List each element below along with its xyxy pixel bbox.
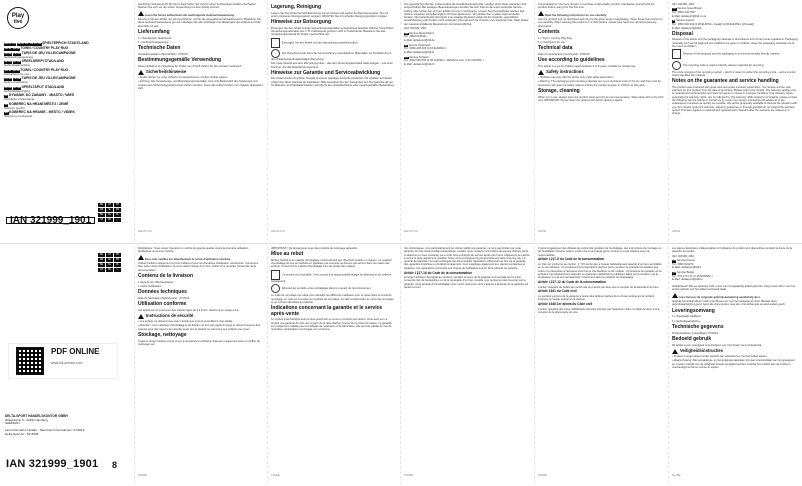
service-email[interactable]: E-Mail: deltasport@lidl.fr (672, 266, 702, 270)
recycling-icon (271, 49, 280, 58)
fr-footer-4: FR/BE (538, 472, 547, 477)
gb-intro: Congratulations! You have chosen to purchase a high-quality product. Familiarise yourself with the product before using it for the first time. (538, 3, 655, 10)
warning-icon (138, 70, 144, 75)
product-title-text: SPIELTEPPICH STADT/LAND (42, 41, 89, 45)
country-code-badge: FR BE (13, 51, 21, 55)
nl-use-text: Dit artikel is een speelgoed voor kinderen van 3 tot 8 jaar voor privégebruik. (672, 343, 762, 347)
product-title-text: KOBEREC NA HRANIE - MESTO / VIDIEK (9, 110, 75, 115)
fr-intro: Félicitations ! Vous venez d'acquérir un article de grande qualité. Avant la première utilisation, familiarisez-vous avec l'article. (138, 247, 250, 254)
gb-storage-text: When not in use, always store the product clean and dry at room temperature. Wipe clean with a dry cloth only. IMPORTANT! Never clean the product with harsh cleaning agents. (538, 95, 664, 102)
country-code-badge: NL BE (13, 60, 21, 64)
de-warranty-text: Der Artikel wurde mit größter Sorgfalt und unter ständiger Kontrolle produziert. Sie erhalten auf diesen Artikel drei Jahre Garantie ab Kaufdatum. Bitte bewahren Sie den Kassenbon auf. Die Garantie gilt nur für Material- und Fabrikationsfehler und erlischt bei missbräuchlicher oder unsachgemäßer Behandlung. (271, 77, 395, 88)
product-title-text: TAPIS DE JEU VILLE/CAMPAGNE (21, 76, 76, 81)
fr-article-1-text: Lorsque l'acheteur demande au vendeur, pendant le cours de la garantie commerciale qui lui a été consentie lors de l'acquisition ou de la réparation d'un bien meuble, une remise en état couverte par la garantie, toute période d'immobilisation d'au moins sept jours vient s'ajouter à la durée de la garantie qui restait à courir. (404, 276, 529, 290)
fr-tech-heading: Données techniques (138, 289, 187, 296)
country-code-badge: SK (4, 111, 8, 115)
product-title-text: TOWN / COUNTRY PLAY RUG (20, 67, 69, 72)
country-code-badge: GB IE (12, 68, 20, 72)
country-code-badge: GB (672, 7, 677, 11)
de-safety-1: • Kinder dürfen nur unter Aufsicht von Erwachsenen mit dem Artikel spielen. (138, 76, 228, 80)
gb-storage-heading: Storage, cleaning (538, 88, 580, 95)
de-footer-2: DE/AT/CH (271, 228, 285, 233)
service-contact (404, 44, 530, 55)
de-warranty-heading: Hinweise zur Garantie und Serviceabwicklung (271, 69, 381, 76)
country-flag: PL (114, 263, 121, 267)
service-contact (404, 56, 530, 67)
product-title-text: TOWN / COUNTRY PLAY RUG (20, 45, 69, 50)
ian-number: IAN 321999_1901 (6, 217, 95, 224)
distributor-delta: Delta-Sport-Nr.: SP-5608 (5, 431, 39, 436)
nl-contents-1: 1 x Speeltapijt stad/land (672, 315, 701, 319)
fr-col5-intro: Les pièces détachées indispensables à l'utilisation du produit sont disponibles pendant la durée de la garantie du produit. (672, 247, 793, 254)
gb-intro-bold: Read the following instructions for use carefully. (538, 11, 664, 17)
fr-col3-text: Vos droits légaux, tout particulièrement les droits relatifs à la garantie, ne sont pas limités par cette garantie. En cas d'éventuelles réclamations, veuillez nous contacter à la hotline de service d'après-vente ci-dessous ou nous contacter par e-mail. Nos employés du service après-vent vous indiqueront la marche à suivre le plus rapidement possible. Nous vous renseignerons personnellement dans tous les cas. La période de garantie n'est pas prolongée par d'éventuelles réparations effectuées au titre de la garantie, des garanties implicites ou du dédommagement. Ceci s'applique également aux pièces remplacées et réparées. Les réparations survenant à la charge de l'utilisateur à la fin de la période de garantie. (404, 247, 530, 270)
de-intro-bold: Lesen Sie hierzu aufmerksam die nachfolgende Gebrauchsanweisung. (138, 11, 263, 17)
country-code-badge: DE AT CH (17, 42, 29, 45)
gb-use-text: This article is a toy for children aged between 3 to 8 years, suitable for private use. (538, 64, 636, 68)
de-disposal-icon-text-1: Entsorgen Sie den Artikel und die Verpackung umweltfreundlich. (271, 38, 396, 48)
de-storage-text: Lagern Sie den Artikel bei Nichtbenutzung immer trocken und sauber bei Raumtemperatur. Nur mit einem trockenen Reinigungstuch reinigen. WICHTIG! Nie mit scharfen Reinigungsmitteln reinigen. (271, 11, 389, 18)
warning-icon (138, 314, 144, 319)
fr-service-list (672, 259, 798, 282)
gb-contents-heading: Contents (538, 28, 560, 35)
de-disposal-text: Entsorgen Sie den Artikel und die Verpackungsmaterialien entsprechend aktueller örtlicher Vorschriften. Verpackungsmaterialien wie z. B. Folienbeutel gehören nicht in Kinderhände. Bewahren Sie das Verpackungsmaterial für Kinder unerreichbar auf. (271, 26, 395, 37)
distributor-country: GERMANY (5, 421, 21, 426)
product-title-text: Notice d'utilisation (4, 80, 29, 85)
de-footer-3: DE/AT/CH (404, 228, 418, 233)
gb-tech-text: Date of manufacture (month/year): 07/2019 (538, 52, 590, 56)
gb-safety-1: • Children may play with the article only under adult supervision. (538, 76, 615, 80)
fr-article-1-heading: Article L217-16 du Code de la consommation (404, 270, 473, 275)
country-code-badge: FR BE (13, 77, 21, 81)
country-code-badge: GB IE (4, 68, 12, 72)
service-label: Service Ireland (675, 19, 694, 23)
service-phone[interactable]: Tel.: 0800 404 7657 (672, 11, 696, 15)
fr-safety-2: • Attention : Les matériaux d'emballage et de fixation ne font pas partie du jouet et doivent toujours être enlevés pour des raisons de sécurité avant que le produit ne soit remis aux enfants pour jouer. (138, 324, 261, 331)
pdf-online-url[interactable]: www.lidl-service.com (51, 361, 83, 365)
service-contact (404, 32, 530, 43)
gb-service-list (672, 7, 798, 30)
de-disposal-tail: Der Code besteht aus dem Recyclingsymbol – das den Verwertungskreislauf widerspiegelt – und einer Nummer, die das Material kennzeichnet. (271, 62, 393, 69)
product-title-text: Gebruiksaanwijzing (4, 63, 31, 68)
fr-warranty-text: Le produit a été fabriqué avec le plus grand soin et sous un contrôle permanent. Vous avez sur ce produit une garantie de trois ans à partir de la date d'achat. Conservez le ticket de caisse. La garantie est uniquement valable pour les défauts de matériaux et de fabrication, elle perd sa validité en cas de mauvaise manipulation ou d'usage non conforme. (271, 318, 392, 332)
recycle-bin-icon (271, 270, 280, 280)
fr-article-3-text: L'action résultant du défaut de conformité se prescrit par deux ans à compter de la délivrance du bien. (538, 285, 660, 289)
country-flags (98, 253, 121, 272)
country-flag: DE (99, 254, 104, 256)
product-title-text: SPEELSPIEPI STAD/LAND (21, 59, 64, 64)
de-footer-1: DE/AT/CH (138, 228, 152, 233)
fr-footer-1: FR/BE (138, 472, 147, 477)
qr-code[interactable] (16, 347, 44, 375)
de-disposal-heading: Hinweise zur Entsorgung (271, 19, 332, 26)
country-code-badge: FR BE (4, 77, 12, 81)
de-delivery-1: 1 x Spielteppich Stadt/Land (138, 36, 171, 40)
nl-contents-heading: Leveringsomvang (672, 307, 715, 314)
fr-col4-text: Il répond également des défauts de conformité résultant de l'emballage, des instructions de montage ou de l'installation lorsque celle-ci a été mise à sa charge par le contrat ou a été réalisée sous sa responsabilité. (538, 247, 662, 257)
recycling-icon (271, 284, 280, 293)
country-flag: AT (106, 203, 113, 207)
gb-column-1 (534, 3, 668, 235)
service-email[interactable]: E-Mail: deltasport@lidl.co.uk (672, 14, 707, 18)
service-email[interactable]: E-Mail: deltasport@lidl.ie (672, 26, 702, 30)
country-code-badge: DE AT CH (4, 42, 16, 45)
gb-disposal-text: Dispose of the article and the packaging materials in accordance with current local regulations. Packaging materials such as foil bags are not suitable to be given to children. Keep the packaging materials out of the reach of children. (672, 38, 798, 49)
country-flag: CH (115, 204, 120, 206)
fr-contents-1: 1 tapis de jeu Ville/campagne (138, 280, 174, 284)
product-title-text: Instrukcja użytkowania (4, 97, 35, 102)
fr-contents-2: 1 notice d'utilisation (138, 284, 162, 288)
fr-footer-3: FR/BE (404, 472, 413, 477)
product-title-list (4, 42, 130, 119)
fr-article-5-heading: Article 1648 1er alinéa du Code civil (538, 302, 593, 307)
de-service-list (404, 32, 530, 67)
country-flag: AT (106, 253, 113, 257)
gb-contents-1: 1 x Town / Country Play Rug (538, 36, 572, 40)
pdf-online-box[interactable] (8, 343, 118, 379)
de-tech-heading: Technische Daten (138, 45, 181, 52)
service-label: Service Österreich (408, 43, 431, 47)
product-title-text: Gebruiksaanwijzing (4, 88, 31, 93)
country-code-badge: NL BE (4, 85, 12, 89)
gb-use-heading: Use according to guidelines (538, 57, 605, 64)
country-code-badge: GB IE (12, 46, 20, 50)
country-code-badge: PL (4, 94, 8, 98)
fr-column-4 (534, 247, 668, 479)
de-disposal-icon-text-2: Der Recycling-Code dient der Kennzeichnung verschiedener Materialien zur Rückführung in den Wiederverwertungskreislauf (Recycling). (271, 49, 396, 61)
country-flag: -- (114, 268, 121, 272)
country-code-badge: FR (672, 259, 676, 263)
country-flag: IE (106, 208, 113, 212)
country-flag: BE (99, 214, 104, 216)
country-code-badge: CZ (4, 102, 8, 106)
gb-footer-2: GB/IE (672, 228, 681, 233)
gb-disposal-tail: The code consists of the recycling symbol – which is meant to reflect the recycling cycle – and a number which identifies the material. (672, 70, 796, 77)
distributor-name: DELTA-SPORT HANDELSKONTOR GMBH (5, 414, 68, 418)
product-title-line (4, 115, 130, 119)
service-phone[interactable]: Tel.: 0842 665 566 (0,08 CHF/Min., Mobilfunk max. 0,40 CHF/Min.) (404, 59, 484, 63)
gb-safety-heading: Safety instructions (538, 70, 664, 75)
country-flag: CZ (99, 269, 104, 271)
country-flag: FR (115, 259, 120, 261)
product-title-text: DYWANIK DO ZABAWY - MIASTO / WIEŚ (8, 93, 74, 98)
service-email[interactable]: E-Mail: deltasport@lidl.ch (404, 62, 435, 66)
fr-footer-2: FR/BE (271, 472, 280, 477)
nl-tech-text: Productiedatum (maand/jaar): 07/2019 (672, 331, 719, 335)
de-col3-text: Ihre gesetzlichen Rechte, insbesondere die Gewährleistungsrechte, werden durch diese Garantie nicht eingeschränkt. Bei etwaigen Beanstandungen wenden Sie sich bitte an die unten stehende Service-Hotline oder setzen Sie sich per E-Mail mit uns in Verbindung. Unsere Servicemitarbeiter werden das weitere Vorgehen schnellstmöglich mit Ihnen abstimmen. Wir werden Sie in jedem Fall persönlich beraten. Die Garantiezeit wird durch eine etwaige Reparatur aufgrund der Garantie, gesetzlicher Gewährleistung oder Kulanz nicht verlängert. Dies gilt auch für ersetzte und reparierte Teile. Nach Ablauf der Garantie anfallende Reparaturen sind kostenpflichtig. (404, 3, 529, 26)
country-flag: BE (99, 264, 104, 266)
warning-icon (672, 349, 678, 354)
service-contact (672, 259, 798, 270)
gb-tech-heading: Technical data (538, 45, 573, 52)
service-label: Service Great Britain (677, 7, 702, 11)
service-email[interactable]: E-Mail: deltasport@lidl.be (672, 278, 703, 282)
distributor-address: Wragekamp 6 • 22397 Hamburg (5, 417, 48, 422)
product-title-text: Gebrauchsanweisung (4, 54, 34, 59)
de-intro: Herzlichen Glückwunsch! Mit Ihrem Kauf haben Sie sich für einen hochwertigen Artikel entschieden. Machen Sie sich vor der ersten Verwendung mit dem Artikel vertraut. (138, 3, 257, 10)
fr-column-1 (134, 247, 267, 479)
service-contact (672, 7, 798, 18)
fr-use-text: Cet article est un jouet pour des enfants âgés de 3 à 8 ans, destiné à un usage privé. (138, 308, 240, 312)
country-code-badge: NL BE (4, 60, 12, 64)
gb-warranty-heading: Notes on the guarantee and service handling (672, 78, 779, 85)
svg-text:tive: tive (13, 19, 23, 25)
fr-intro-bold: Pour cela, veuillez lire attentivement la notice d'utilisation suivante. (138, 255, 263, 261)
nl-safety-heading: Veiligheidsinstructies (672, 349, 798, 354)
de-column-2 (267, 3, 400, 235)
de-delivery-2: 1 x Gebrauchsanweisung (138, 40, 169, 44)
fr-disposal-icon-text-1: Ce produit est recyclable. Il est soumis à la responsabilité élargie du fabricant et est collecté séparément. (271, 270, 396, 283)
country-flags (98, 203, 121, 222)
fr-article-4-text: Le vendeur est tenu de la garantie à raison des défauts cachés de la chose vendue qui la rendent impropre à l'usage auquel on la destine. (538, 294, 655, 302)
cover-column (0, 3, 134, 235)
service-phone[interactable]: Tel.: 0800 919270 (672, 262, 694, 266)
service-contact (672, 19, 798, 30)
de-use-heading: Bestimmungsgemäße Verwendung (138, 57, 222, 64)
country-code-badge: FR BE (4, 51, 12, 55)
service-label: Service Deutschland (409, 31, 434, 35)
warning-icon (538, 70, 544, 75)
country-flag: SK (107, 269, 112, 271)
country-code-badge: CH (404, 55, 409, 59)
country-flag: PL (114, 213, 121, 217)
nl-safety-2: • Waarschuwing: Alle verpakkings- en bevestigingsmaterialen zijn geen bestanddeel van het speelgoed en moeten omwille van de veiligheid steeds verwijderd worden voordat het product aan de kinderen overhandigd wordt om ermee te spelen. (672, 359, 795, 369)
fr-col2-text: IMPORTANT ! Ne jamais laver avec des produits de nettoyage agressifs. (271, 247, 358, 250)
country-flag: GB (99, 209, 104, 211)
product-title-text: KOBEREC NA HRANÍ MĚSTO / ZEMĚ (8, 101, 69, 106)
gb-disposal-heading: Disposal (672, 30, 693, 37)
gb-contents-2: 1 x Instructions for use (538, 40, 566, 44)
country-flag: CZ (99, 219, 104, 221)
back-cover-column (0, 247, 134, 479)
fr-disposal-tail: Le code de recyclage est utilisé pour identifier les différents matériaux pour le retour dans le circuit du recyclage. Le code se compose du symbole de recyclage, qui doit correspondre au circuit de recyclage et un numéro identifiant le matériau. (271, 294, 394, 304)
distributor-version: Last Information Update · Stand der Informationen: 07/2019 (5, 428, 85, 433)
nl-intro-tail: Gebruik het artikel alleen zoals omschreven en voor het aangegeven doel. Bewaar deze gebruiksaanwijzing goed. Geef alle documenten mee als u het artikel aan iemand anders geeft. (672, 300, 786, 307)
service-email[interactable]: E-Mail: deltasport@lidl.at (404, 50, 434, 54)
country-flag: GB (99, 259, 104, 261)
de-storage-heading: Lagerung, Reinigung (271, 4, 321, 10)
recycle-bin-icon (672, 49, 681, 59)
service-email[interactable]: E-Mail: deltasport@lidl.de (404, 38, 435, 42)
country-code-badge: GB IE (4, 46, 12, 50)
de-column-3 (400, 3, 534, 235)
fr-tech-text: Date de fabrication (Mois/Année) : 07/2019 (138, 296, 190, 300)
product-title-text: TAPIS DE JEU VILLE/CAMPAGNE (21, 50, 76, 55)
recycling-icon (672, 61, 681, 70)
gb-intro-tail: Use the product only as described and only for the given areas of application. Store these instructions for use carefully. When passing the product on to third parties, please also hand over all accompanying documents. (538, 18, 663, 28)
country-flag: NL (106, 213, 113, 217)
distributor-block (5, 415, 84, 437)
de-intro-tail: Benutzen Sie den Artikel nur wie beschrieben und für die angegebenen Einsatzbereiche. Bewahren Sie diese Gebrauchsanweisung gut auf. Händigen Sie alle Unterlagen bei Weitergabe des Artikels an Dritte ebenfalls mit aus. (138, 18, 261, 28)
country-code-badge: DE AT CH (30, 42, 42, 45)
service-label: Service France (676, 259, 695, 263)
nl-safety-1: • Kinderen mogen alleen onder toezicht van volwassenen met het artikel spelen. (672, 354, 768, 358)
gb-disposal-icon-text-1: Dispose of the products and the packaging in an environmentally friendly manner. (672, 49, 798, 59)
country-flag: IE (106, 258, 113, 262)
nl-use-heading: Bedoeld gebruik (672, 335, 712, 342)
fr-article-2-text: Le bien est conforme au contrat : 1° S'il est propre à l'usage habituellement attendu d'un bien semblable et, le cas échéant : s'il correspond à la description donnée par le vendeur et possède les qualités que celui-ci a présentées à l'acheteur sous forme d'échantillon ou de modèle ; s'il présente les qualités qu'un acheteur peut légitimement attendre eu égard aux déclarations publiques faites par le vendeur, par le producteur ou par son représentant, notamment dans la publicité ou l'étiquetage. (538, 262, 662, 280)
gb-warranty-text: The product was produced with great care and under constant supervision. You receive a three-year warranty for this product from the date of purchase. Please retain your receipt. The warranty applies only to material and workmanship and does not apply to misuse or improper handling. Your statutory rights, especially the warranty rights, are not affected by this warranty. With regard to complaints, please contact the following service hotline or contact us by email. Our service employees will advise as to the subsequent procedure as quickly as possible. We will be personally available to discuss the situation with you. Any repairs under the warranty, statutory guarantee or through goodwill do not extend the warranty period. This also applies to replaced and repaired parts. Repairs after the warranty are subject to a charge. (672, 85, 797, 116)
country-code-badge: AT (404, 43, 408, 47)
fr-disposal-text: Mettez l'article et le matériel d'emballage conformément aux directives locales en vigueur. Le matériel d'emballage tel que les sachets en plastique par exemple ne doivent pas arriver dans les mains des enfants. Conservez le matériel d'emballage hors de portée des enfants. (271, 258, 392, 269)
de-column-1 (134, 3, 267, 235)
de-use-text: Dieser Artikel ist ein Spielzeug für Kinder von 3 bis 8 Jahren für den privaten Gebrauch. (138, 64, 242, 68)
gb-safety-2: • Warning: The packaging and mounting materials are not a constituent part of the toy and they must be removed in all cases for safety reasons before the product is given to children to play with. (538, 80, 662, 87)
fr-contents-heading: Contenu de la livraison (138, 272, 194, 279)
fr-safety-heading: Instructions de sécurité (138, 314, 263, 319)
fr-storage-heading: Stockage, nettoyage (138, 332, 187, 339)
pdf-online-title: PDF ONLINE (51, 347, 100, 356)
fr-intro-tail: Utilisez l'article uniquement comme indiqué et pour les domaines d'utilisation mentionnés. Conservez bien cette notice d'utilisation. Si vous cédez l'article à un tiers, veillez à lui remettre l'ensemble de la documentation. (138, 262, 259, 272)
service-phone[interactable]: Tel.: 070 270 171 (0,15 EUR/Min.) (672, 274, 713, 278)
recycle-bin-icon (271, 38, 280, 48)
fr-storage-text: Toujours ranger l'article propre et sec à température ambiante. Essuyer uniquement avec un chiffon de nettoyage sec. (138, 339, 260, 346)
fr-use-heading: Utilisation conforme (138, 301, 187, 308)
fr-disposal-heading: Mise au rebut (271, 251, 304, 258)
fr-safety-1: • Les enfants ne doivent jouer avec l'article que sous la surveillance d'un adulte. (138, 320, 233, 324)
fr-article-2-heading: Article L217-5 du Code de la consommation (538, 257, 605, 262)
fr-disposal-icon-text-2: Éliminez les produits et les emballages dans le respect de l'environnement. (271, 284, 396, 293)
nl-footer: NL/BE (672, 472, 681, 477)
fr-nl-column (668, 247, 802, 479)
gb-footer-1: GB/IE (538, 228, 547, 233)
country-flag: CH (115, 254, 120, 256)
de-delivery-heading: Lieferumfang (138, 28, 170, 35)
country-code-badge: BE (672, 271, 676, 275)
product-title-text: Návod na používanie (4, 114, 33, 119)
playtive-logo (5, 7, 31, 29)
country-code-badge: NL BE (13, 85, 21, 89)
product-title-text: Návod k použití (4, 105, 25, 110)
country-flag: DE (99, 204, 104, 206)
country-flag: FR (115, 209, 120, 211)
de-safety-heading: Sicherheitshinweise (138, 70, 263, 75)
de-safety-2: • Achtung: Alle Verpackungs- und Befestigungsmaterialien sind nicht Bestandteil des Spielzeugs und müssen aus Sicherheitsgründen stets entfernt werden, bevor das Artikel Kindern zum Spielen übergeben wird. (138, 80, 263, 91)
fr-ian-line: IAN: 321999_1901 (672, 254, 695, 258)
country-code-badge: IE (672, 19, 675, 23)
product-title-text: SPEELTAPIJT STAD/LAND (21, 84, 65, 89)
service-contact (672, 271, 798, 282)
country-flag: SK (107, 219, 112, 221)
service-label: Service Schweiz (409, 55, 429, 59)
de-tech-text: Herstellungsdatum (Monat/Jahr): 07/2019 (138, 52, 188, 56)
nl-intro-bold: Lees hiervoor de volgende gebruiksaanwijzing aandachtig door. (672, 293, 798, 299)
service-phone[interactable]: Tel.: 1890 930 034 (0,08 EUR/Min. [peak]) (0,06 EUR/Min. [off-peak]) (672, 23, 755, 27)
gb-disposal-icon-text-2: The recycling code is used to identify various materials for recycling. (672, 61, 798, 70)
service-phone[interactable]: Tel.: 0800-5435111 (404, 35, 427, 39)
fr-column-2 (267, 247, 400, 479)
nl-contents-2: 1 x Gebruiksaanwijzing (672, 319, 700, 323)
gb-column-2 (668, 3, 802, 235)
leaflet-back-side (0, 243, 802, 486)
fr-article-3-heading: Article L217-12 du Code de la consommation (538, 279, 607, 284)
country-code-badge: DE (404, 31, 408, 35)
nl-intro: Gefeliciteerd! Met uw aankoop hebt u voor een hoogwaardig artikel gekozen. Zorg ervoor dat u voor het eerste gebruik met het artikel vertrouwd raakt. (672, 285, 796, 292)
ian-number-back: IAN 321999_1901 (6, 458, 99, 470)
fr-article-5-text: L'action résultant des vices rédhibitoires doit être intentée par l'acquéreur dans un délai de deux ans à compter de la découverte du vice. (538, 307, 660, 314)
service-phone[interactable]: Tel.: 0800-295 303 (0,15 EUR/Min.) (404, 47, 447, 51)
product-title-text: Instructions for use (4, 71, 30, 76)
nl-tech-heading: Technische gegevens (672, 324, 724, 331)
fr-warranty-heading: Indications concernant la garantie et le service après-vente (271, 305, 383, 317)
fr-column-3 (400, 247, 534, 479)
country-flag: -- (114, 218, 121, 222)
page-number: 8 (112, 460, 118, 470)
svg-text:Play: Play (11, 13, 25, 19)
service-label: Service België (676, 271, 695, 275)
fr-article-4-heading: Article 1641 du Code civil (538, 289, 577, 294)
de-ian-line: IAN: 321999_1901 (404, 27, 427, 31)
gb-ian-line: IAN: 321999_1901 (672, 3, 695, 6)
country-flag: NL (106, 263, 113, 267)
